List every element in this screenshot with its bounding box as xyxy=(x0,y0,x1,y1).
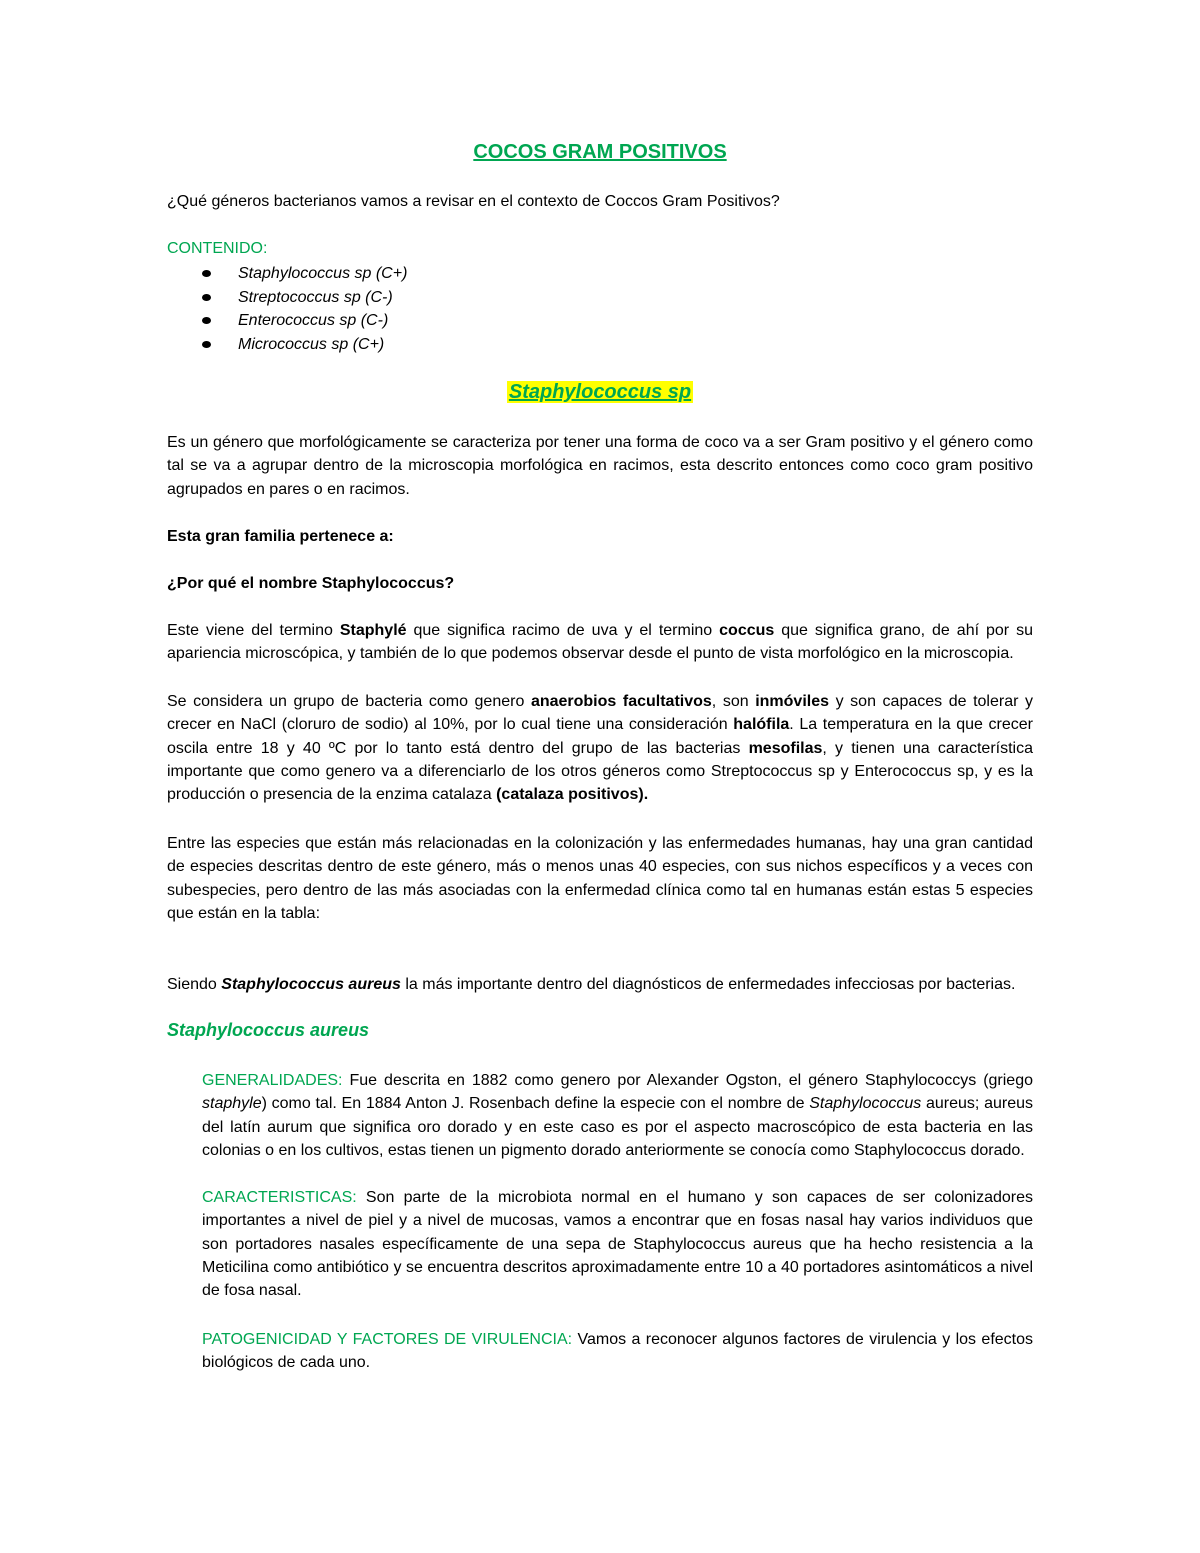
bullet-icon xyxy=(202,341,211,348)
bullet-icon xyxy=(202,317,211,324)
group-paragraph: Se considera un grupo de bacteria como genero anaerobios facultativos, son inmóviles y son capaces de tolerar y crecer en NaCl (cloruro de sodio) al 10%, por lo cual tiene una consideración halófila. La temperatura en la que crecer oscila entre 18 y 40 ºC por lo tanto está dentro del grupo de las bacterias mesofilas, y tienen una característica importante que como genero va a diferenciarlo de los otros géneros como Streptococcus sp y Enterococcus sp, y es la producción o presencia de la enzima catalaza (catalaza positivos). xyxy=(167,693,1034,804)
bullet-icon xyxy=(202,294,211,301)
list-item: Streptococcus sp (C-) xyxy=(200,286,407,310)
aureus-paragraph: Siendo Staphylococcus aureus la más importante dentro del diagnósticos de enfermedades infecciosas por bacterias. xyxy=(167,976,1016,993)
document-title: COCOS GRAM POSITIVOS xyxy=(473,141,727,163)
species-paragraph: Entre las especies que están más relacionadas en la colonización y las enfermedades humanas, hay una gran cantidad de especies descritas dentro de este género, más o menos unas 40 especies, con sus nichos específicos y a veces con subespecies, pero dentro de las más asociadas con la enfermedad clínica como tal en humanas están estas 5 especies que están en la tabla: xyxy=(167,835,1033,922)
aureus-heading: Staphylococcus aureus xyxy=(167,1020,370,1040)
list-item: Staphylococcus sp (C+) xyxy=(200,262,407,286)
section-title: Staphylococcus sp xyxy=(508,381,692,403)
name-heading: ¿Por qué el nombre Staphylococcus? xyxy=(167,575,455,592)
contents-label: CONTENIDO: xyxy=(167,240,268,257)
contents-list xyxy=(200,262,407,357)
family-heading: Esta gran familia pertenece a: xyxy=(167,528,394,545)
patogenicidad-paragraph: PATOGENICIDAD Y FACTORES DE VIRULENCIA: Vamos a reconocer algunos factores de virulencia y los efectos biológicos de cada uno. xyxy=(202,1331,1034,1372)
intro-question: ¿Qué géneros bacterianos vamos a revisar en el contexto de Coccos Gram Positivos? xyxy=(167,193,780,210)
intro-paragraph: Es un género que morfológicamente se caracteriza por tener una forma de coco va a ser Gram positivo y el género como tal se va a agrupar dentro de la microscopia morfológica en racimos, esta descrito entonces como coco gram positivo agrupados en pares o en racimos. xyxy=(167,434,1033,498)
list-item: Enterococcus sp (C-) xyxy=(200,309,407,333)
list-item: Micrococcus sp (C+) xyxy=(200,333,407,357)
name-paragraph: Este viene del termino Staphylé que significa racimo de uva y el termino coccus que significa grano, de ahí por su apariencia microscópica, y también de lo que podemos observar desde el punto de vista morfológico en la microscopia. xyxy=(167,622,1034,663)
generalidades-paragraph: GENERALIDADES: Fue descrita en 1882 como genero por Alexander Ogston, el género Staphylococcys (griego staphyle) como tal. En 1884 Anton J. Rosenbach define la especie con el nombre de Staphylococcus aureus; aureus del latín aurum que significa oro dorado y en este caso es por el aspecto macroscópico de esta bacteria en las colonias o en los cultivos, estas tienen un pigmento dorado anteriormente se conocía como Staphylococcus dorado. xyxy=(202,1072,1033,1159)
bullet-icon xyxy=(202,270,211,277)
caracteristicas-paragraph: CARACTERISTICAS: Son parte de la microbiota normal en el humano y son capaces de ser colonizadores importantes a nivel de piel y a nivel de mucosas, vamos a encontrar que en fosas nasal hay varios individuos que son portadores nasales específicamente de una sepa de Staphylococcus aureus que ha hecho resistencia a la Meticilina como antibiótico y se encuentra descritos aproximadamente entre 10 a 40 portadores asintomáticos a nivel de fosa nasal. xyxy=(202,1189,1033,1300)
